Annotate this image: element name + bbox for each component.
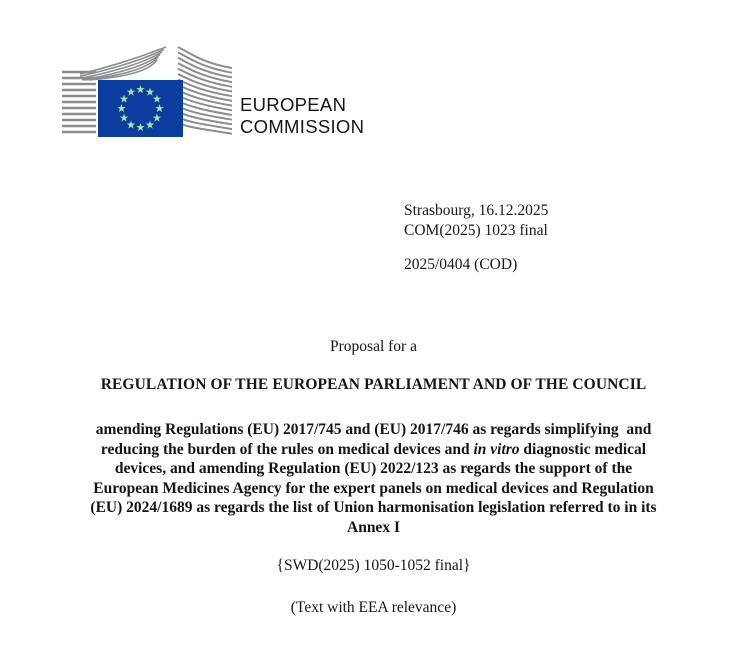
subtitle-line-2 — [0, 440, 747, 460]
subtitle-line-5: (EU) 2024/1689 as regards the list of Union harmonisation legislation referred to in its — [90, 499, 657, 517]
proposal-label: Proposal for a — [330, 338, 417, 355]
document-title: REGULATION OF THE EUROPEAN PARLIAMENT AND OF THE COUNCIL — [100, 376, 647, 393]
subtitle-line-2-italic: in vitro — [473, 440, 520, 458]
logo-right-stripes-icon — [178, 47, 232, 134]
european-commission-logo — [62, 44, 234, 139]
subtitle-line-4: European Medicines Agency for the expert panels on medical devices and Regulation — [93, 479, 654, 497]
institution-name-line1: EUROPEAN — [240, 94, 347, 115]
document-references — [404, 201, 548, 275]
place-date: Strasbourg, 16.12.2025 — [404, 202, 549, 219]
logo-left-stripes-icon — [62, 72, 96, 132]
procedure-reference: 2025/0404 (COD) — [404, 256, 518, 273]
institution-name — [240, 94, 364, 137]
swd-reference: {SWD(2025) 1050-1052 final} — [276, 557, 471, 574]
institution-name-line2: COMMISSION — [240, 115, 365, 137]
subtitle-line-1: amending Regulations (EU) 2017/745 and (EU) 2017/746 as regards simplifying and — [95, 421, 652, 438]
subtitle-line-6: Annex I — [347, 518, 400, 536]
com-reference: COM(2025) 1023 final — [404, 222, 548, 239]
subtitle-line-3: devices, and amending Regulation (EU) 2022/123 as regards the support of the — [114, 460, 633, 478]
logo-swoosh-icon — [80, 47, 166, 80]
document-subtitle — [0, 420, 747, 538]
eea-notice: (Text with EEA relevance) — [290, 599, 457, 616]
subtitle-line-2-pre: reducing the burden of the rules on medical devices and — [100, 440, 474, 458]
subtitle-line-2-post: diagnostic medical — [519, 440, 647, 458]
